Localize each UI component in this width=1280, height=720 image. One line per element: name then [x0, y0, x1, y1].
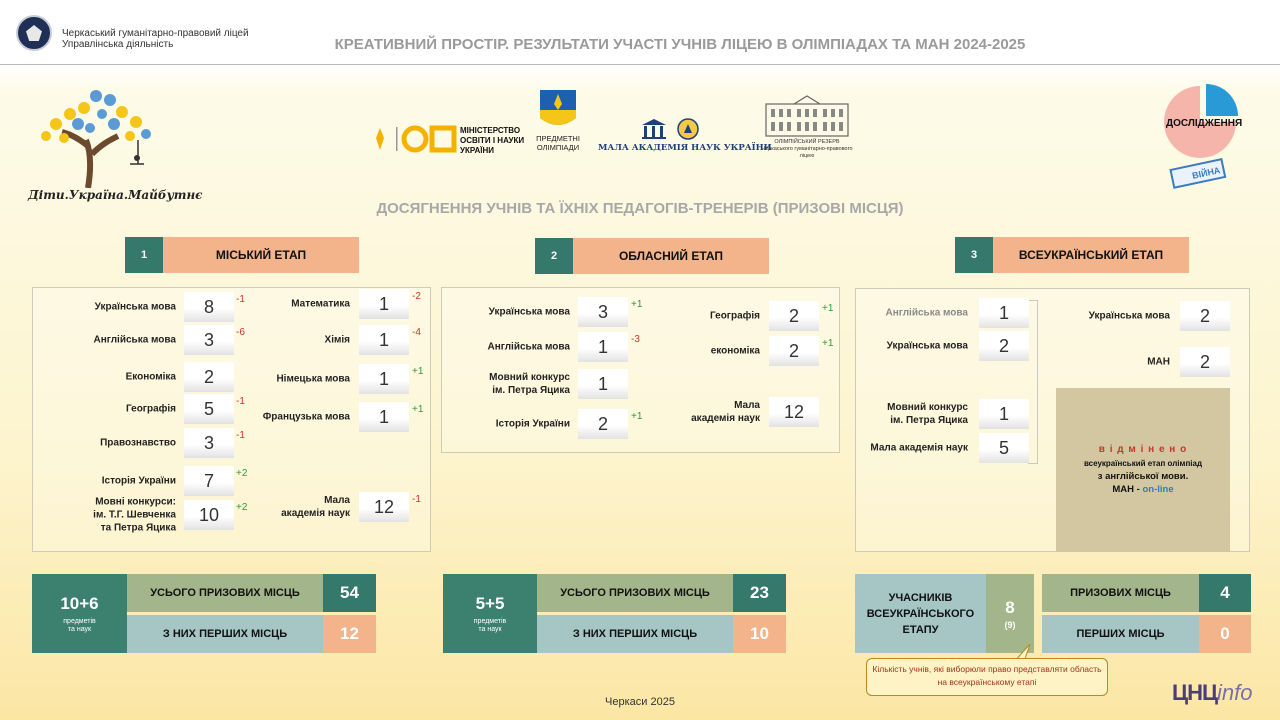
cancelled-line1: всеукраїнський етап олімпіад	[1083, 459, 1203, 468]
olympiads-caption	[534, 134, 582, 152]
ministry-name	[460, 126, 524, 156]
subject-change: +1	[822, 338, 834, 349]
footer-city-year: Черкаси 2025	[605, 696, 675, 708]
national-prize-label: ПРИЗОВИХ МІСЦЬ	[1042, 574, 1199, 612]
subject-change: -6	[236, 327, 245, 338]
subject-value: 3	[578, 297, 628, 327]
subject-value: 1	[979, 298, 1029, 328]
national-participants-label: УЧАСНИКІВ ВСЕУКРАЇНСЬКОГО ЕТАПУ	[855, 574, 986, 653]
subject-label: Правознавство	[100, 437, 176, 449]
national-participants-box	[986, 574, 1034, 653]
subject-label: Хімія	[324, 334, 350, 346]
subject-value: 7	[184, 466, 234, 496]
city-first-label: З НИХ ПЕРШИХ МІСЦЬ	[127, 615, 323, 653]
subject-value: 10	[184, 500, 234, 530]
subject-label: Мала академія наук	[281, 495, 350, 519]
stage-2-title: ОБЛАСНИЙ ЕТАП	[573, 238, 769, 274]
subject-value: 1	[359, 402, 409, 432]
subject-change: -1	[412, 494, 421, 505]
subject-value: 1	[578, 369, 628, 399]
subject-value: 12	[359, 492, 409, 522]
subject-value: 2	[184, 362, 234, 392]
brand-info: info	[1217, 680, 1253, 705]
subject-value: 3	[184, 428, 234, 458]
city-subjects-total	[32, 574, 127, 653]
olympic-reserve-caption	[756, 139, 858, 160]
region-total-label: УСЬОГО ПРИЗОВИХ МІСЦЬ	[537, 574, 733, 612]
national-first-label: ПЕРШИХ МІСЦЬ	[1042, 615, 1199, 653]
online-label: on-line	[1142, 484, 1174, 495]
subject-label: Мала академія наук	[870, 442, 968, 454]
reserve-line: Черкаського гуманітарно-правового ліцею	[761, 146, 853, 159]
subject-value: 3	[184, 325, 234, 355]
subject-label: Економіка	[125, 371, 176, 383]
city-first-value: 12	[323, 615, 376, 653]
stage-3-number: 3	[955, 237, 993, 273]
org-name: Черкаський гуманітарно-правовий ліцей	[62, 28, 249, 39]
man-label: МАН -	[1112, 484, 1143, 495]
subject-label: Англійська мова	[487, 341, 570, 353]
subject-change: -3	[631, 334, 640, 345]
region-subjects-caption2: та наук	[478, 625, 502, 633]
region-subjects-total	[443, 574, 537, 653]
subject-label: Математика	[291, 298, 350, 310]
ministry-line: ОСВІТИ І НАУКИ	[460, 136, 525, 145]
man-logo	[640, 117, 702, 141]
cancelled-line2: з англійської мови.	[1097, 471, 1189, 482]
subject-label: Українська мова	[1088, 310, 1170, 322]
subject-value: 2	[1180, 301, 1230, 331]
olympic-reserve-building-logo	[764, 94, 850, 138]
olympiads-line: ОЛІМПІАДИ	[536, 143, 580, 152]
national-participants-value: 8	[1005, 597, 1015, 617]
subject-change: +2	[236, 468, 248, 479]
subject-label: МАН	[1147, 356, 1170, 368]
subject-label: Географія	[709, 310, 760, 322]
subject-label: Англійська мова	[885, 307, 968, 319]
subject-change: -4	[412, 327, 421, 338]
war-stamp: ВІЙНА	[1191, 165, 1222, 181]
subject-change: -2	[412, 291, 421, 302]
city-total-value: 54	[323, 574, 376, 612]
section-subtitle: ДОСЯГНЕННЯ УЧНІВ ТА ЇХНІХ ПЕДАГОГІВ-ТРЕНЕРІВ (ПРИЗОВІ МІСЦЯ)	[376, 200, 904, 217]
region-total-value: 23	[733, 574, 786, 612]
subject-change: +1	[412, 404, 424, 415]
subject-change: -1	[236, 430, 245, 441]
page-title: КРЕАТИВНИЙ ПРОСТІР. РЕЗУЛЬТАТИ УЧАСТІ УЧНІВ ЛІЦЕЮ В ОЛІМПІАДАХ ТА МАН 2024-2025	[334, 36, 1026, 53]
subject-change: +1	[631, 411, 643, 422]
subject-change: +2	[236, 502, 248, 513]
subject-value: 5	[979, 433, 1029, 463]
subject-value: 2	[979, 331, 1029, 361]
olympiads-line: ПРЕДМЕТНІ	[536, 134, 580, 143]
stage-2-number: 2	[535, 238, 573, 274]
man-caption: МАЛА АКАДЕМІЯ НАУК УКРАЇНИ	[598, 143, 772, 153]
stage-1-number: 1	[125, 237, 163, 273]
subject-value: 1	[979, 399, 1029, 429]
subject-label: Англійська мова	[93, 334, 176, 346]
lyceum-seal-logo	[16, 15, 52, 51]
subject-label: Мовні конкурси: ім. Т.Г. Шевченка та Петра Яцика	[93, 496, 176, 534]
region-subjects-caption1: предметів	[473, 617, 507, 625]
subject-value: 2	[769, 336, 819, 366]
subject-label: Мала академія наук	[691, 400, 760, 424]
ministry-line: МІНІСТЕРСТВО	[460, 126, 521, 135]
stage-1-title: МІСЬКИЙ ЕТАП	[163, 237, 359, 273]
stage-3-title: ВСЕУКРАЇНСЬКИЙ ЕТАП	[993, 237, 1189, 273]
subject-change: +1	[412, 366, 424, 377]
tree-logo-caption: Діти.Україна.Майбутнє	[28, 188, 203, 202]
subject-value: 1	[359, 325, 409, 355]
cancelled-notice	[1056, 388, 1230, 552]
brand-logo	[1172, 680, 1253, 706]
subject-change: -1	[236, 294, 245, 305]
research-title: ДОСЛІДЖЕННЯ	[1166, 118, 1243, 129]
man-online-note	[1056, 484, 1230, 495]
subject-change: +1	[631, 299, 643, 310]
city-subjects-count: 10+6	[60, 593, 99, 613]
subject-label: Німецька мова	[276, 373, 350, 385]
region-subjects-count: 5+5	[475, 593, 505, 613]
header-divider	[0, 64, 1280, 65]
national-prize-value: 4	[1199, 574, 1251, 612]
subject-label: Українська мова	[94, 301, 176, 313]
subject-value: 2	[769, 301, 819, 331]
region-first-label: З НИХ ПЕРШИХ МІСЦЬ	[537, 615, 733, 653]
national-first-value: 0	[1199, 615, 1251, 653]
subject-value: 1	[578, 332, 628, 362]
subject-value: 5	[184, 394, 234, 424]
subject-label: Історія України	[495, 418, 570, 430]
ministry-line: УКРАЇНИ	[460, 146, 495, 155]
subject-value: 12	[769, 397, 819, 427]
national-participants-sub: (9)	[1004, 619, 1016, 630]
org-dept: Управлінська діяльність	[62, 39, 174, 50]
subject-label: Французька мова	[262, 411, 350, 423]
subject-label: Мовний конкурс ім. Петра Яцика	[887, 402, 968, 426]
subject-label: Мовний конкурс ім. Петра Яцика	[489, 372, 570, 396]
brand-mark: ЦНЦ	[1172, 680, 1218, 705]
subject-value: 1	[359, 364, 409, 394]
bracket-divider	[1028, 300, 1038, 464]
subject-value: 2	[1180, 347, 1230, 377]
reserve-line: ОЛІМПІЙСЬКИЙ РЕЗЕРВ	[774, 139, 840, 145]
city-subjects-caption1: предметів	[63, 617, 96, 625]
olympiads-shield-logo	[538, 88, 578, 132]
subject-change: +1	[822, 303, 834, 314]
city-total-label: УСЬОГО ПРИЗОВИХ МІСЦЬ	[127, 574, 323, 612]
subject-label: економіка	[710, 345, 760, 357]
subject-label: Українська мова	[886, 340, 968, 352]
subject-value: 2	[578, 409, 628, 439]
subject-change: -1	[236, 396, 245, 407]
subject-value: 1	[359, 289, 409, 319]
tree-hearts-logo	[26, 84, 166, 188]
research-war-logo	[1160, 82, 1242, 194]
city-subjects-caption2: та наук	[67, 625, 92, 633]
cancelled-word: в і д м і н е н о	[1098, 444, 1188, 455]
subject-value: 8	[184, 292, 234, 322]
subject-label: Історія України	[101, 475, 176, 487]
subject-label: Українська мова	[488, 306, 570, 318]
participants-note: Кількість учнів, які виборюли право представляти область на всеукраїнському етапі	[866, 658, 1108, 696]
region-first-value: 10	[733, 615, 786, 653]
subject-label: Географія	[125, 403, 176, 415]
